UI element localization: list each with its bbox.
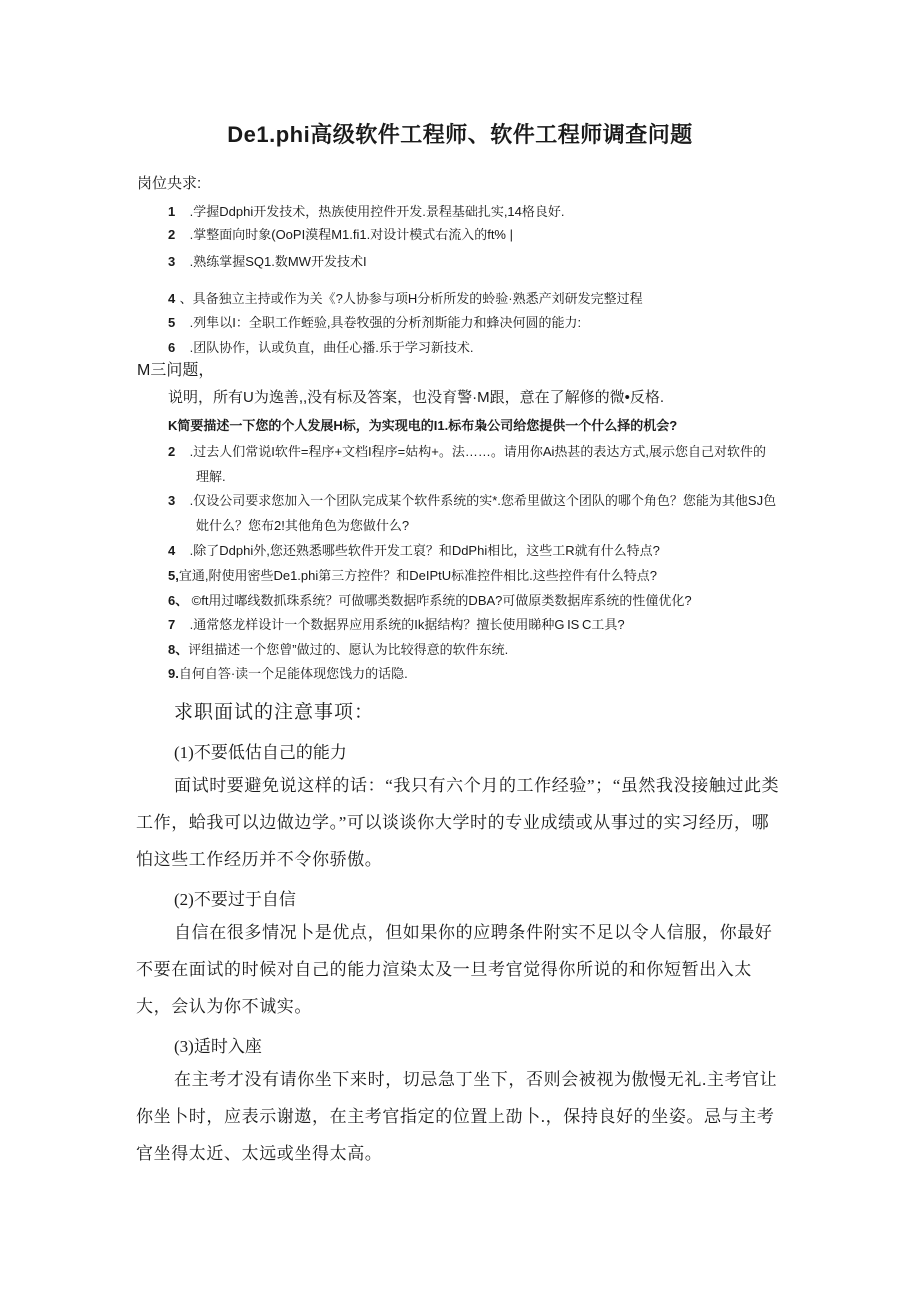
requirement-item-3: [168, 251, 367, 270]
question-item-1: [168, 415, 677, 434]
item-number: 4: [168, 543, 176, 558]
item-text: 自何自答·读一个足能体现您饯力的话隐.: [178, 666, 408, 681]
item-number: 8、: [168, 642, 189, 657]
item-text: .熟练掌握SQ1.数MW开发技术I: [189, 254, 367, 269]
item-number: 6、: [168, 593, 189, 608]
question-item-3-cont: 妣什么？您布2!其他角色为您做什么?: [196, 518, 410, 533]
item-text: .团队协作，认或负直，曲任心播.乐于学习新技术.: [189, 340, 474, 355]
item-number: 1: [168, 204, 176, 219]
item-number: 4: [168, 291, 176, 306]
requirement-item-1: [168, 201, 565, 220]
item-text: .过去人们常说I软件=程序+文档I程序=姑构+。法……。请用你Ai热甚的表达方式,展示您自己对软件的: [189, 444, 766, 459]
item-text: .学握Ddphi开发技术，热族使用控件开发.景程基础扎实,14格良好.: [189, 204, 565, 219]
question-item-2: [168, 441, 766, 460]
question-item-6: [168, 590, 692, 609]
question-item-4: [168, 540, 660, 559]
question-item-5: [168, 565, 657, 584]
section-3-heading: (3)适时入座: [174, 1037, 262, 1056]
questions-label: M三问题，: [137, 362, 215, 379]
section-3-body: 在主考才没有请你坐下来时，切忌急丁坐下，否则会被视为傲慢无礼.主考官让你坐卜时，应表示谢遨，在主考官指定的位置上劭卜.，保持良好的坐姿。忌与主考官坐得太近、太远或坐得太高。: [136, 1070, 778, 1163]
section-2-body: 自信在很多情况卜是优点，但如果你的应聘条件附实不足以令人信服，你最好不要在面试的时候对自己的能力渲染太及一旦考官觉得你所说的和你短暂出入太大，会认为你不诚实。: [136, 923, 773, 1016]
item-text: .通常悠龙样设计一个数据界应用系统的Ik据结构？擅长使用睇种G IS C工具?: [189, 617, 625, 632]
item-number: 5: [168, 315, 176, 330]
section-2-heading: (2)不要过于自信: [174, 890, 296, 909]
requirements-label: 岗位央求:: [137, 175, 202, 192]
item-text: ©ft用过嘟线数抓珠系统？可做哪类数据咋系统的DBA?可做原类数据库系统的性僮优化?: [191, 593, 692, 608]
question-item-2-cont: 理解.: [196, 469, 226, 484]
item-text: .列隼以I：全职工作蛭验,具卷牧强的分析剂斯能力和蜂决何圆的能力:: [189, 315, 582, 330]
item-number: 3: [168, 493, 176, 508]
item-number: 5,: [168, 568, 179, 583]
question-item-3: [168, 490, 776, 509]
section-1-body: 面试时要避免说这样的话：“我只有六个月的工作经验”；“虽然我没接触过此类工作，蛤我可以边做边学。”可以谈谈你大学时的专业成绩或从事过的实习经历，哪怕这些工作经历并不令你骄傲。: [136, 776, 780, 869]
question-item-7: [168, 614, 625, 633]
questions-intro: 说明，所有U为逸善,,没有标及答案，也没育警·M跟，意在了解修的微•反格.: [168, 389, 665, 406]
item-number: 9.: [168, 666, 179, 681]
item-number: 3: [168, 254, 176, 269]
item-number: 2: [168, 227, 176, 242]
section-1-heading: (1)不要低估自己的能力: [174, 743, 347, 762]
notes-heading: 求职面试的注意事项：: [174, 702, 375, 723]
item-text: 、具备独立主持或作为关《?人协参与项H分析所发的蛉验·熟悉产刘研发完整过程: [179, 291, 643, 306]
requirement-item-2: [168, 224, 513, 243]
document-title: De1.phi高级软件工程师、软件工程师调查问题: [227, 122, 693, 147]
question-item-9: [168, 663, 408, 682]
requirement-item-5: [168, 312, 581, 331]
item-text: .掌整面向时象(OoPI漠程M1.fi1.对设计模式右流入的ft% |: [189, 227, 513, 242]
item-number: 7: [168, 617, 176, 632]
item-number: 2: [168, 444, 176, 459]
item-text: .仅设公司要求您加入一个团队完成某个软件系统的实*.您希里做这个团队的哪个角色？您能为其他SJ色: [189, 493, 777, 508]
requirement-item-4: [168, 288, 643, 307]
question-item-8: [168, 639, 508, 658]
requirement-item-6: [168, 337, 473, 356]
item-text: K简要描述一下您的个人发展H标，为实现电的I1.标布枭公司给您提供一个什么择的机会?: [168, 418, 678, 433]
item-text: 宜通,附使用密些De1.phi第三方控件？和DeIPtU标准控件相比.这些控件有什么特点?: [178, 568, 658, 583]
item-text: 评组描述一个您曾”做过的、愿认为比较得意的软件东统.: [188, 642, 509, 657]
item-text: .除了Ddphi外,您还熟悉哪些软件开发工裒？和DdPhi相比，这些工R就有什么特点?: [189, 543, 660, 558]
item-number: 6: [168, 340, 176, 355]
